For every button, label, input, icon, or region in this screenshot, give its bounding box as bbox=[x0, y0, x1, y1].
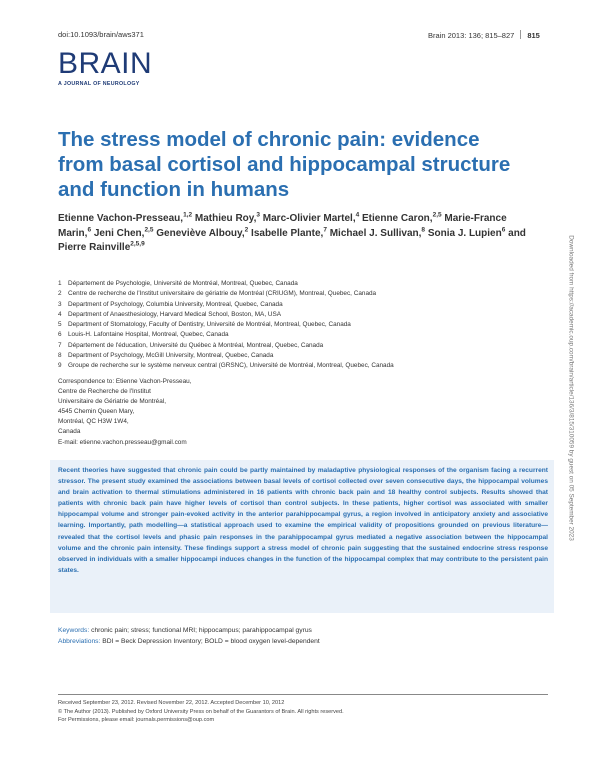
author bbox=[58, 213, 192, 224]
affiliation-text: Department of Psychology, Columbia University, Montreal, Quebec, Canada bbox=[68, 300, 283, 308]
author-name: Michael J. Sullivan, bbox=[329, 227, 422, 239]
keywords-line bbox=[58, 625, 548, 636]
affiliation-item bbox=[58, 310, 528, 320]
affiliation-text: Département de l'éducation, Université du Québec à Montréal, Montreal, Quebec, Canada bbox=[68, 341, 324, 349]
author bbox=[251, 228, 327, 239]
author-name: Etienne Vachon-Presseau, bbox=[58, 213, 184, 224]
copyright-notice: © The Author (2013). Published by Oxford University Press on behalf of the Guarantors of Brain. All rights reserved. bbox=[58, 708, 344, 715]
journal-logo[interactable]: BRAIN bbox=[58, 47, 153, 80]
doi: doi:10.1093/brain/aws371 bbox=[58, 30, 144, 39]
author-affiliation-marker: 8 bbox=[421, 226, 426, 234]
journal-reference bbox=[428, 30, 540, 40]
affiliation-text: Département de Psychologie, Université de Montréal, Montreal, Quebec, Canada bbox=[68, 280, 298, 287]
author bbox=[263, 213, 359, 224]
affiliation-number: 6 bbox=[58, 331, 62, 339]
author-name: Etienne Caron, bbox=[362, 213, 433, 224]
author-affiliation-marker: 6 bbox=[501, 226, 506, 234]
author-name: Marc-Olivier Martel, bbox=[262, 213, 356, 224]
author-name: Marie-France Marin, bbox=[58, 213, 507, 239]
affiliation-text: Louis-H. Lafontaine Hospital, Montreal, Quebec, Canada bbox=[68, 331, 229, 339]
author-affiliation-marker: 2 bbox=[244, 226, 249, 234]
author-name: Sonia J. Lupien bbox=[427, 227, 502, 239]
affiliation-number: 8 bbox=[58, 352, 62, 360]
affiliation-text: Groupe de recherche sur le système nerveux central (GRSNC), Université de Montréal, Montreal, Quebec, Canada bbox=[68, 362, 394, 370]
affiliation-number: 4 bbox=[58, 310, 62, 318]
affiliation-number: 1 bbox=[58, 280, 62, 287]
author-name: Jeni Chen, bbox=[93, 227, 145, 239]
author bbox=[195, 213, 260, 224]
affiliation-number: 3 bbox=[58, 300, 62, 308]
received-dates: Received September 23, 2012. Revised November 22, 2012. Accepted December 10, 2012 bbox=[58, 700, 285, 706]
correspondence-line: Canada bbox=[58, 428, 81, 436]
correspondence-block bbox=[58, 377, 358, 448]
affiliation-number: 9 bbox=[58, 362, 62, 370]
author-list bbox=[58, 212, 528, 256]
author-affiliation-marker: 1,2 bbox=[183, 211, 193, 219]
author-name: Isabelle Plante, bbox=[251, 227, 324, 239]
author-affiliation-marker: 2,5 bbox=[432, 211, 442, 219]
affiliation-item bbox=[58, 279, 528, 289]
affiliation-list bbox=[58, 279, 528, 372]
affiliation-number: 5 bbox=[58, 321, 62, 329]
correspondence-line: Centre de Recherche de l'Institut bbox=[58, 388, 151, 396]
correspondence-line: 4545 Chemin Queen Mary, bbox=[58, 408, 135, 416]
affiliation-item bbox=[58, 341, 528, 351]
journal-tagline: A JOURNAL OF NEUROLOGY bbox=[58, 81, 140, 87]
affiliation-item bbox=[58, 361, 528, 371]
author-affiliation-marker: 6 bbox=[87, 226, 92, 234]
author bbox=[330, 228, 425, 239]
keywords-text: chronic pain; stress; functional MRI; hippocampus; parahippocampal gyrus bbox=[91, 627, 312, 634]
keywords-label: Keywords: bbox=[58, 627, 90, 634]
author bbox=[428, 228, 506, 239]
keywords-block bbox=[58, 625, 548, 647]
affiliation-text: Department of Stomatology, Faculty of Dentistry, Université de Montréal, Montreal, Quebec, Canada bbox=[68, 321, 351, 329]
affiliation-item bbox=[58, 330, 528, 340]
author-affiliation-marker: 2,5,9 bbox=[130, 240, 145, 248]
correspondence-email[interactable]: E-mail: etienne.vachon.presseau@gmail.com bbox=[58, 438, 187, 446]
footer-divider bbox=[58, 694, 548, 695]
permissions-notice[interactable]: For Permissions, please email: journals.permissions@oup.com bbox=[58, 717, 215, 724]
author bbox=[362, 213, 442, 224]
correspondence-line: Universitaire de Gériatrie de Montréal, bbox=[58, 398, 166, 406]
affiliation-text: Department of Anaesthesiology, Harvard Medical School, Boston, MA, USA bbox=[68, 310, 282, 318]
author bbox=[156, 228, 248, 239]
journal-citation: Brain 2013: 136; 815–827 bbox=[428, 31, 515, 40]
author-affiliation-marker: 4 bbox=[355, 211, 360, 219]
article-title: The stress model of chronic pain: evidence from basal cortisol and hippocampal structure and function in humans bbox=[58, 128, 511, 201]
footer bbox=[58, 699, 548, 725]
affiliation-item bbox=[58, 351, 528, 361]
author bbox=[94, 228, 154, 239]
author-name: Geneviève Albouy, bbox=[156, 227, 245, 239]
correspondence-line: Correspondence to: Etienne Vachon-Presseau, bbox=[58, 378, 192, 385]
abbreviations-label: Abbreviations: bbox=[58, 638, 101, 645]
header-divider bbox=[520, 30, 521, 39]
abbreviations-text: BDI = Beck Depression Inventory; BOLD = blood oxygen level-dependent bbox=[102, 638, 320, 645]
author-affiliation-marker: 7 bbox=[323, 226, 327, 234]
abstract-text: Recent theories have suggested that chronic pain could be partly maintained by maladaptive physiological responses of the organism facing a recurrent stressor. The present study examined the associations between basal levels of cortisol collected over seven consecutive days, the hippocampal volumes and brain activation to thermal stimulations administered in 16 patients with chronic back pain and 18 healthy control subjects. Results showed that patients with chronic back pain have higher levels of cortisol than control subjects. In these patients, higher cortisol was associated with smaller hippocampal volume and stronger pain-evoked activity in the anterior parahippocampal gyrus, a region involved in anticipatory anxiety and associative learning. Importantly, path modelling—a statistical approach used to examine the empirical validity of propositions grounded on previous literature—revealed that the cortisol levels and phasic pain responses in the parahippocampal gyrus mediated a negative association between the hippocampal volume and the chronic pain intensity. These findings support a stress model of chronic pain suggesting that the sustained endocrine stress response observed in individuals with a smaller hippocampi induces changes in the function of the hippocampal complex that may contribute to the persistent pain states. bbox=[58, 467, 548, 574]
affiliation-number: 2 bbox=[58, 290, 62, 298]
download-watermark-text: Downloaded from https://academic.oup.com/brain/article/136/3/815/310059 by guest on 05 September 2023 bbox=[567, 235, 575, 541]
affiliation-item bbox=[58, 289, 528, 299]
author-affiliation-marker: 2,5 bbox=[144, 226, 154, 234]
abbreviations-line bbox=[58, 636, 548, 647]
affiliation-text: Centre de recherche de l'Institut universitaire de gériatrie de Montréal (CRIUGM), Montreal, Quebec, Canada bbox=[68, 290, 377, 298]
affiliation-number: 7 bbox=[58, 341, 62, 349]
affiliation-text: Department of Psychology, McGill University, Montreal, Quebec, Canada bbox=[68, 352, 274, 360]
affiliation-item bbox=[58, 300, 528, 310]
author-name: and Pierre Rainville bbox=[58, 227, 526, 253]
author-affiliation-marker: 3 bbox=[256, 211, 260, 219]
author-name: Mathieu Roy, bbox=[194, 213, 257, 224]
affiliation-item bbox=[58, 320, 528, 330]
page-number: 815 bbox=[527, 31, 540, 40]
correspondence-line: Montréal, QC H3W 1W4, bbox=[58, 418, 129, 426]
